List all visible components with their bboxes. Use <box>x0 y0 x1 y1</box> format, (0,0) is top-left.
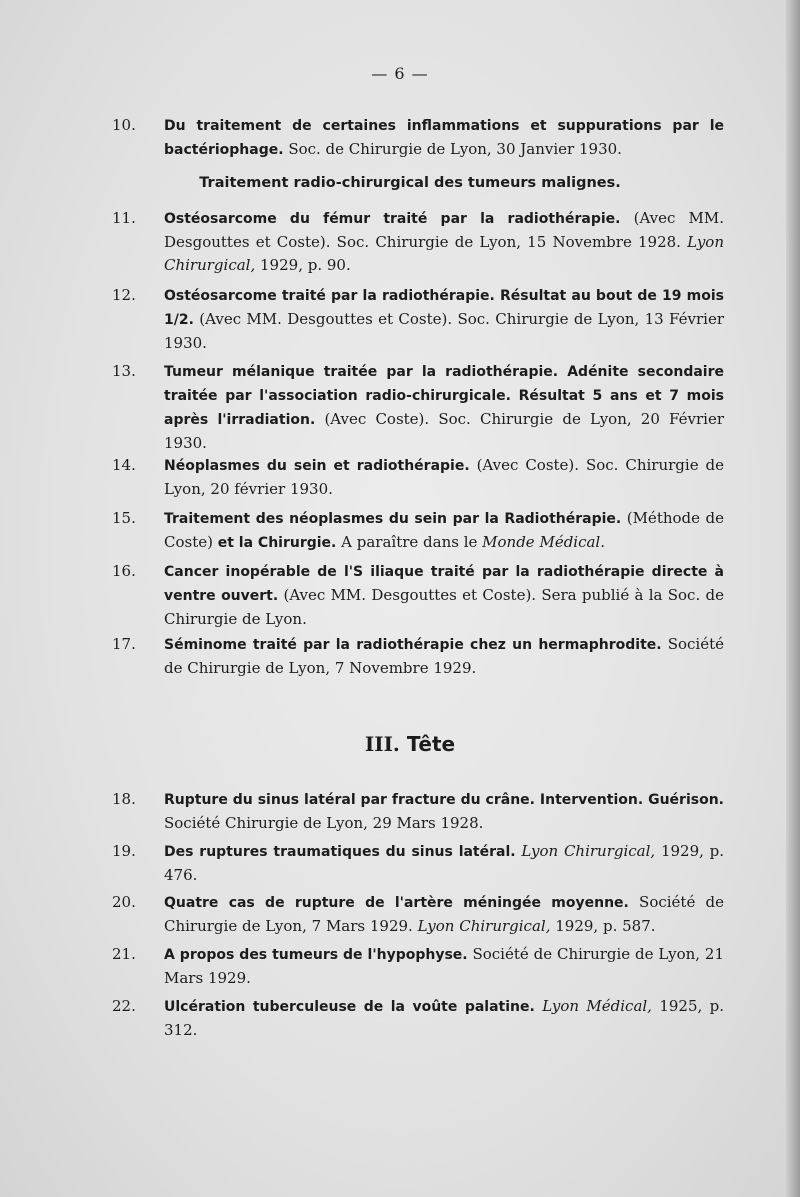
entry-reference: (Avec MM. Desgouttes et Coste). Soc. Chirurgie de Lyon, 13 Février 1930. <box>164 310 724 352</box>
entry-title: Ulcération tuberculeuse de la voûte palatine. <box>164 999 535 1015</box>
entry-reference: (Avec Coste). Soc. Chirurgie de Lyon, 20 février 1930. <box>164 456 724 498</box>
entry-10 <box>112 114 724 162</box>
entry-number: 16. <box>112 562 136 580</box>
journal-name: Lyon Chirurgical, <box>417 917 551 935</box>
entry-title: Ostéosarcome du fémur traité par la radiothérapie. <box>164 211 621 227</box>
subheading: Traitement radio-chirurgical des tumeurs malignes. <box>199 175 621 191</box>
entry-17 <box>112 633 724 680</box>
entry-number: 12. <box>112 286 136 304</box>
journal-name: Lyon Chirurgical, <box>164 233 724 274</box>
page-number: — 6 — <box>371 64 429 83</box>
entry-number: 18. <box>112 790 136 808</box>
entry-number: 22. <box>112 997 136 1015</box>
entry-13 <box>112 360 724 455</box>
entry-title: Quatre cas de rupture de l'artère méningée moyenne. <box>164 895 629 911</box>
journal-name: Monde Médical. <box>482 533 605 551</box>
page-edge-shadow <box>786 0 800 1197</box>
entry-number: 10. <box>112 116 136 134</box>
entry-title: Tumeur mélanique traitée par la radiothérapie. Adénite secondaire traitée par l'association radio-chirurgicale. Résultat 5 ans et 7 mois après l'irradiation. <box>164 364 724 428</box>
entry-reference: (Méthode de Coste) <box>164 509 724 551</box>
entry-14 <box>112 454 724 501</box>
entry-number: 20. <box>112 893 136 911</box>
entry-title: A propos des tumeurs de l'hypophyse. <box>164 947 468 963</box>
entry-reference-end: 1929, p. 587. <box>550 917 656 935</box>
section-title: Tête <box>406 732 456 756</box>
entry-22 <box>112 995 724 1042</box>
entry-12 <box>112 284 724 355</box>
entry-title: Rupture du sinus latéral par fracture du crâne. Intervention. Guérison. <box>164 792 724 808</box>
entry-number: 21. <box>112 945 136 963</box>
entry-19 <box>112 840 724 887</box>
entry-reference-end: 1929, p. 476. <box>164 842 724 884</box>
entry-15 <box>112 507 724 555</box>
entry-reference: Société de Chirurgie de Lyon, 7 Mars 1929. <box>164 893 724 935</box>
entry-reference: (Avec MM. Desgouttes et Coste). Soc. Chirurgie de Lyon, 15 Novembre 1928. <box>164 209 724 251</box>
entry-reference: Société de Chirurgie de Lyon, 21 Mars 1929. <box>164 945 724 987</box>
entry-title: Des ruptures traumatiques du sinus latéral. <box>164 844 516 860</box>
entry-title: Séminome traité par la radiothérapie chez un hermaphrodite. <box>164 637 662 653</box>
entry-title: Du traitement de certaines inflammations et suppurations par le bactériophage. <box>164 118 724 158</box>
entry-title: Néoplasmes du sein et radiothérapie. <box>164 458 470 474</box>
entry-11 <box>112 207 724 277</box>
entry-16 <box>112 560 724 631</box>
entry-18 <box>112 788 724 835</box>
journal-name: Lyon Médical, <box>542 997 652 1015</box>
entry-number: 14. <box>112 456 136 474</box>
entry-number: 13. <box>112 362 136 380</box>
entry-reference: (Avec MM. Desgouttes et Coste). Sera publié à la Soc. de Chirurgie de Lyon. <box>164 586 724 628</box>
entry-number: 17. <box>112 635 136 653</box>
entry-reference: Société de Chirurgie de Lyon, 7 Novembre 1929. <box>164 635 725 677</box>
entry-title: Traitement des néoplasmes du sein par la Radiothérapie. <box>164 511 622 527</box>
entry-reference: (Avec Coste). Soc. Chirurgie de Lyon, 20 Février 1930. <box>164 410 724 452</box>
entry-reference: Soc. de Chirurgie de Lyon, 30 Janvier 1930. <box>283 140 622 158</box>
journal-name: Lyon Chirurgical, <box>521 842 656 860</box>
entry-21 <box>112 943 724 990</box>
entry-number: 19. <box>112 842 136 860</box>
entry-reference: Société Chirurgie de Lyon, 29 Mars 1928. <box>164 814 484 832</box>
entry-number: 15. <box>112 509 136 527</box>
section-heading <box>0 732 800 756</box>
entry-number: 11. <box>112 209 136 227</box>
entry-reference-end: 1925, p. 312. <box>164 997 725 1039</box>
section-roman: III. <box>364 732 400 756</box>
entry-reference-end: 1929, p. 90. <box>255 256 351 274</box>
entry-title: Ostéosarcome traité par la radiothérapie. Résultat au bout de 19 mois 1/2. <box>164 288 724 328</box>
entry-title: Cancer inopérable de l'S iliaque traité par la radiothérapie directe à ventre ouvert. <box>164 564 724 604</box>
entry-20 <box>112 891 724 938</box>
entry-reference-end: A paraître dans le <box>336 533 483 551</box>
entry-title-cont: et la Chirurgie. <box>217 535 337 551</box>
